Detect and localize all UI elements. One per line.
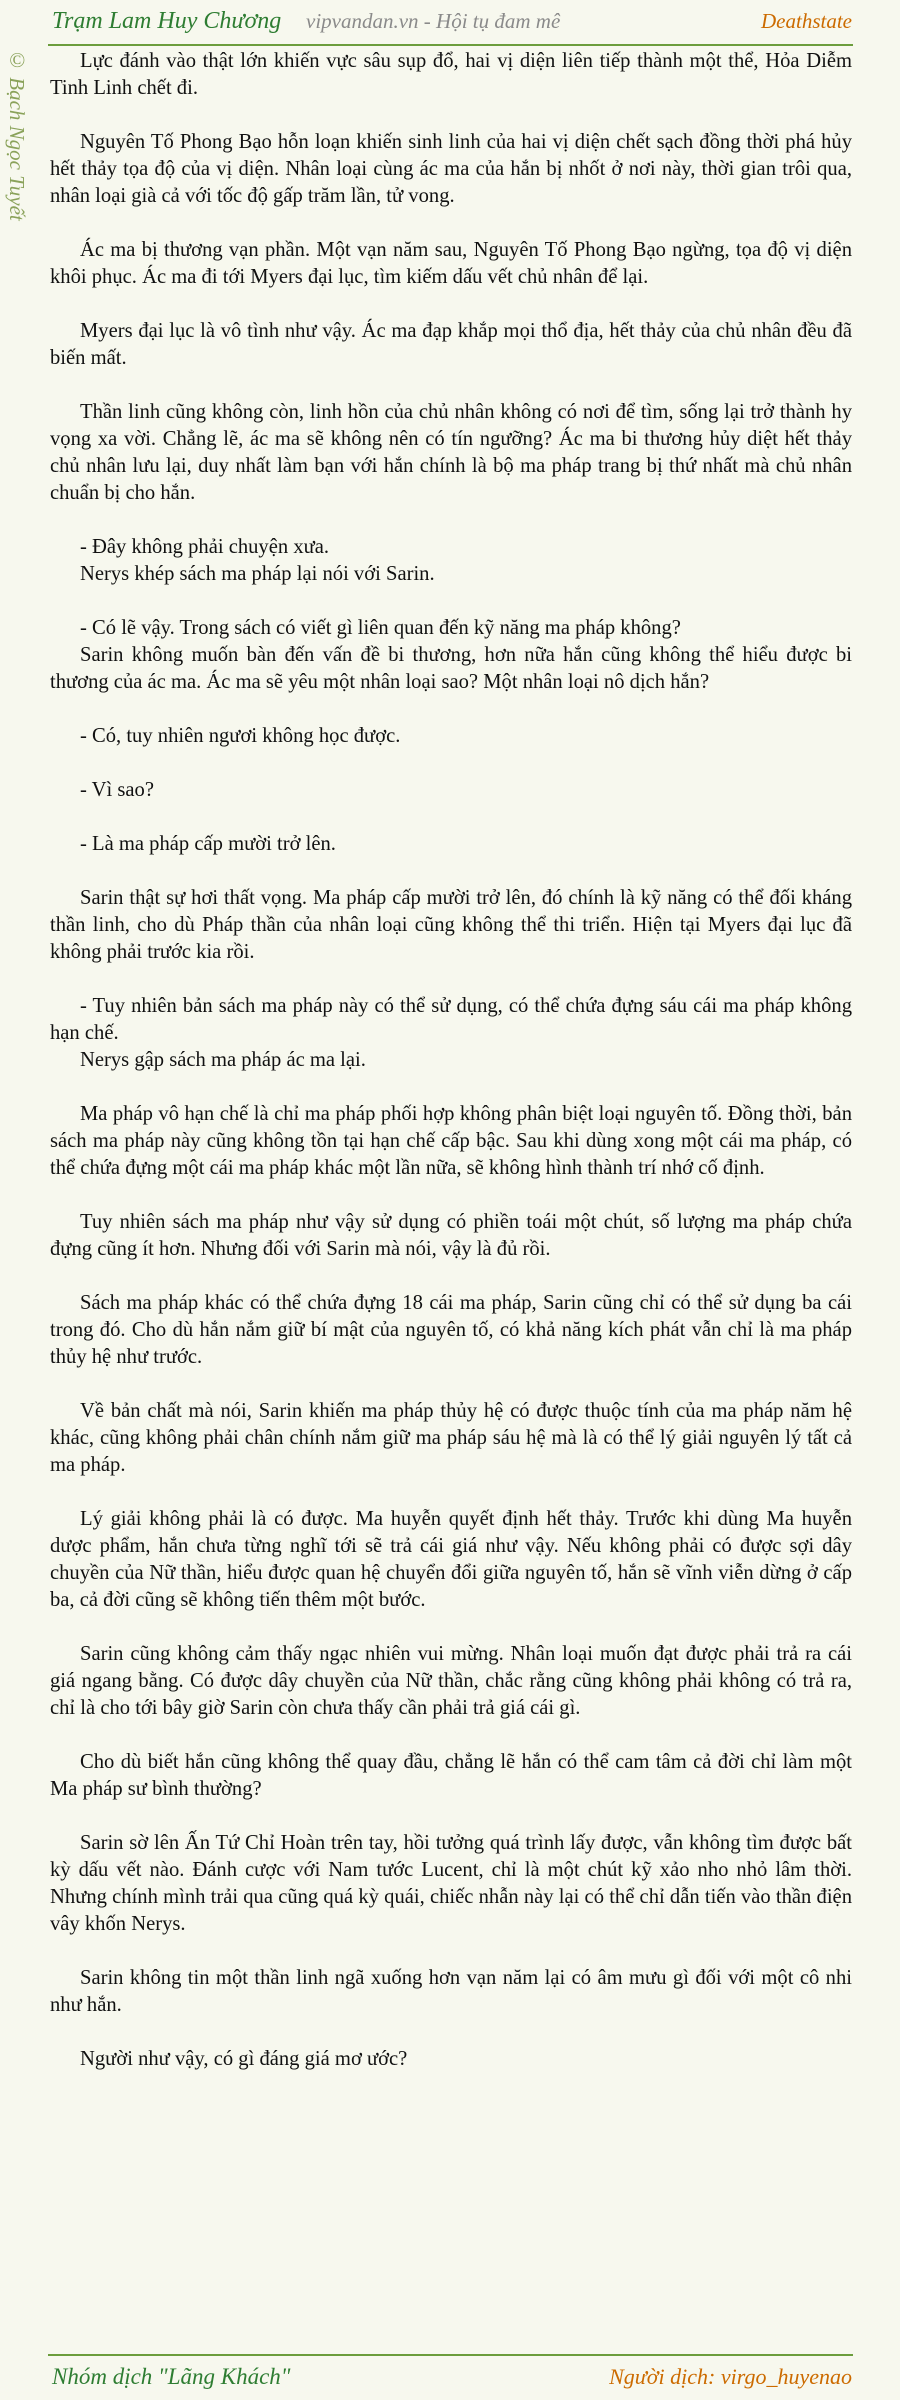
book-title: Deathstate	[761, 9, 852, 33]
paragraph: Ma pháp vô hạn chế là chỉ ma pháp phối hợp không phân biệt loại nguyên tố. Đồng thời, bản sách ma pháp này cũng không tồn tại hạn chế cấp bậc. Sau khi dùng xong một cái ma pháp, có thể chứa đựng một cái ma pháp khác một lần nữa, sẽ không hình thành trí nhớ cố định.	[50, 1103, 852, 1179]
paragraph-line: - Có lẽ vậy. Trong sách có viết gì liên quan đến kỹ năng ma pháp không?	[80, 617, 681, 639]
paragraph: Lý giải không phải là có được. Ma huyễn quyết định hết thảy. Trước khi dùng Ma huyễn dược phẩm, hắn chưa từng nghĩ tới sẽ trả cái giá như vậy. Nếu không phải có được sợi dây chuyền của Nữ thần, hiểu được quan hệ chuyển đổi giữa nguyên tố, hắn sẽ vĩnh viễn dừng ở cấp ba, cả đời cũng sẽ không tiến thêm một bước.	[50, 1508, 852, 1611]
paragraph: - Vì sao?	[80, 779, 154, 801]
chapter-body	[50, 48, 852, 2338]
footer-divider	[48, 2354, 853, 2356]
paragraph: Sách ma pháp khác có thể chứa đựng 18 cái ma pháp, Sarin cũng chỉ có thể sử dụng ba cái trong đó. Cho dù hắn nắm giữ bí mật của nguyên tố, có khả năng kích phát vẫn chỉ là ma pháp thủy hệ như trước.	[50, 1292, 852, 1368]
paragraph: - Có, tuy nhiên ngươi không học được.	[80, 725, 401, 747]
paragraph: Sarin thật sự hơi thất vọng. Ma pháp cấp mười trở lên, đó chính là kỹ năng có thể đối kháng thần linh, cho dù Pháp thần của nhân loại cũng không thể thi triển. Hiện tại Myers đại lục đã không phải trước kia rồi.	[50, 887, 852, 963]
paragraph: Người như vậy, có gì đáng giá mơ ước?	[80, 2048, 408, 2070]
paragraph	[50, 993, 852, 1074]
translation-group: Nhóm dịch "Lãng Khách"	[52, 2364, 291, 2389]
paragraph: Lực đánh vào thật lớn khiến vực sâu sụp đổ, hai vị diện liên tiếp thành một thể, Hỏa Diễm Tinh Linh chết đi.	[50, 50, 852, 99]
paragraph: Tuy nhiên sách ma pháp như vậy sử dụng có phiền toái một chút, số lượng ma pháp chứa đựng cũng ít hơn. Nhưng đối với Sarin mà nói, vậy là đủ rồi.	[50, 1211, 852, 1260]
paragraph	[50, 534, 852, 588]
paragraph: Nguyên Tố Phong Bạo hỗn loạn khiến sinh linh của hai vị diện chết sạch đồng thời phá hủy hết thảy tọa độ của vị diện. Nhân loại cùng ác ma của hắn bị nhốt ở nơi này, thời gian trôi qua, nhân loại già cả với tốc độ gấp trăm lần, tử vong.	[50, 131, 852, 207]
copyright-sidebar	[2, 48, 44, 268]
site-url[interactable]: vipvandan.vn - Hội tụ đam mê	[306, 9, 561, 33]
paragraph	[50, 615, 852, 696]
page-header	[0, 0, 900, 46]
paragraph: Về bản chất mà nói, Sarin khiến ma pháp thủy hệ có được thuộc tính của ma pháp năm hệ khác, cũng không phải chân chính nắm giữ ma pháp sáu hệ mà là có thể lý giải nguyên lý tất cả ma pháp.	[50, 1400, 852, 1476]
paragraph: Myers đại lục là vô tình như vậy. Ác ma đạp khắp mọi thổ địa, hết thảy của chủ nhân đều đã biến mất.	[50, 320, 852, 369]
header-divider	[48, 44, 853, 46]
paragraph: Ác ma bị thương vạn phần. Một vạn năm sau, Nguyên Tố Phong Bạo ngừng, tọa độ vị diện khôi phục. Ác ma đi tới Myers đại lục, tìm kiếm dấu vết chủ nhân để lại.	[50, 239, 852, 288]
paragraph-line: Nerys khép sách ma pháp lại nói với Sarin.	[80, 563, 435, 585]
paragraph-line: - Tuy nhiên bản sách ma pháp này có thể sử dụng, có thể chứa đựng sáu cái ma pháp không hạn chế.	[50, 995, 852, 1044]
translator-credit: Người dịch: virgo_huyenao	[609, 2364, 852, 2389]
paragraph: Sarin sờ lên Ấn Tứ Chỉ Hoàn trên tay, hồi tưởng quá trình lấy được, vẫn không tìm được bất kỳ dấu vết nào. Đánh cược với Nam tước Lucent, chỉ là một chút kỹ xảo nho nhỏ lâm thời. Nhưng chính mình trải qua cũng quá kỳ quái, chiếc nhẫn này lại có thể chỉ dẫn tiến vào thần điện vây khốn Nerys.	[50, 1832, 852, 1935]
paragraph: - Là ma pháp cấp mười trở lên.	[80, 833, 336, 855]
paragraph-line: Sarin không muốn bàn đến vấn đề bi thương, hơn nữa hắn cũng không thể hiểu được bi thương của ác ma. Ác ma sẽ yêu một nhân loại sao? Một nhân loại nô dịch hắn?	[50, 644, 852, 693]
paragraph: Cho dù biết hắn cũng không thể quay đầu, chẳng lẽ hắn có thể cam tâm cả đời chỉ làm một Ma pháp sư bình thường?	[50, 1751, 852, 1800]
paragraph: Sarin không tin một thần linh ngã xuống hơn vạn năm lại có âm mưu gì đối với một cô nhi như hắn.	[50, 1967, 852, 2016]
paragraph-line: Nerys gập sách ma pháp ác ma lại.	[80, 1049, 366, 1071]
site-title[interactable]: Trạm Lam Huy Chương	[52, 8, 282, 34]
paragraph: Thần linh cũng không còn, linh hồn của chủ nhân không có nơi để tìm, sống lại trở thành hy vọng xa vời. Chẳng lẽ, ác ma sẽ không nên có tín ngưỡng? Ác ma bi thương hủy diệt hết thảy chủ nhân lưu lại, duy nhất làm bạn với hắn chính là bộ ma pháp trang bị thứ nhất mà chủ nhân chuẩn bị cho hắn.	[50, 401, 852, 504]
paragraph-line: - Đây không phải chuyện xưa.	[80, 536, 330, 558]
copyright-text: © Bạch Ngọc Tuyết	[5, 48, 29, 221]
paragraph: Sarin cũng không cảm thấy ngạc nhiên vui mừng. Nhân loại muốn đạt được phải trả ra cái giá ngang bằng. Có được dây chuyền của Nữ thần, chắc rằng cũng không phải không có trả ra, chỉ là cho tới bây giờ Sarin còn chưa thấy cần phải trả giá cái gì.	[50, 1643, 852, 1719]
